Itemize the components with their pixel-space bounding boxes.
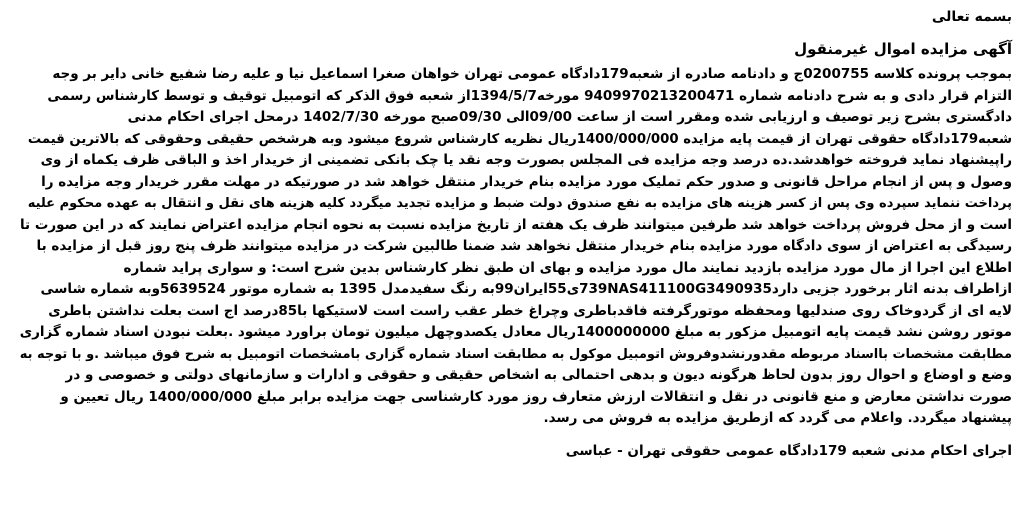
body-line: صورت نداشتن معارض و منع قانونی در نقل و انتقالات ارزش متعارف روز مورد کارشناسی جهت مزایده برابر مبلغ 1400/000/000 ریال تعیین و — [60, 388, 1012, 405]
body-line: اطلاع این اجرا از مال مورد مزایده بازدید نمایند مال مورد مزایده و بهای ان طبق نظر کارشناس بدین شرح است: و سواری پراید شماره — [123, 259, 1012, 276]
body-line: وضع و اوضاع و احوال روز بدون لحاظ هرگونه دیون و بدهی احتمالی به اشخاص حقیقی و حقوقی و ادارات و سازمانهای دولتی و خصوصی و در — [65, 367, 1012, 383]
body-line: شعبه179دادگاه حقوقی تهران از قیمت پایه مزایده 1400/000/000ریال نظریه کارشناس شروع میشود وبه هرشخص حقیقی وحقوقی که بالاترین قیمت — [27, 131, 1012, 147]
notice-body — [12, 64, 1012, 430]
notice-title: آگهی مزایده اموال غیرمنقول — [794, 40, 1012, 58]
body-line: مطابقت مشخصات بااسناد مربوطه مقدورنشدوفروش اتومبیل موکول به مطابقت اسناد شماره گزاری بامشخصات اتومبیل به شرح فوق میباشد .و با توجه به — [19, 346, 1012, 362]
body-line: لایه ای از گردوخاک روی صندلیها ومحفظه موتورگرفته فاقدباطری وچراغ خطر عقب راست است لاستیکها با85درصد اج است بعلت نداشتن باطری — [48, 302, 1012, 319]
body-line: است و از محل فروش پرداخت خواهد شد طرفین میتوانند ظرف یک هفته از تاریخ مزایده نسبت به نحوه انجام مزایده اعتراض نمایند که در این صورت تا — [19, 216, 1012, 233]
body-line: ازاطراف بدنه اثار برخورد جزیی دارد739NAS411100G3490935ی55ایران99به رنگ سفیدمدل 1395 به شماره موتور 5639524وبه شماره شاسی — [40, 281, 1012, 297]
body-line: رسیدگی به اعتراض از سوی دادگاه مورد مزایده بنام خریدار منتقل نخواهد شد ضمنا طالبین شرکت در مزایده میتوانند ظرف پنج روز قبل از مزایده با — [36, 238, 1012, 254]
body-line: موتور روشن نشد قیمت پایه اتومبیل مزکور به مبلغ 1400000000ریال معادل یکصدوچهل میلیون تومان براورد میشود .بعلت نبودن اسناد شماره گزاری — [19, 324, 1012, 340]
basmala-heading: بسمه تعالی — [931, 9, 1012, 25]
body-line: بموجب پرونده کلاسه 0200755ج و دادنامه صادره از شعبه179دادگاه عمومی تهران خواهان صغرا اسماعیل نیا و علیه رضا شفیع خانی دایر بر وجه — [52, 66, 1012, 82]
body-line: دادگستری بشرح زیر توصیف و ارزیابی شده ومقرر است از ساعت 09/00الی 09/30صبح مورخه 1402/7/30 درمحل اجرای احکام مدنی — [127, 109, 1012, 125]
body-line: وصول و پس از انجام مراحل قانونی و صدور حکم تملیک مورد مزایده بنام خریدار منتقل خواهد شد در صورتیکه در مهلت مقرر خریدار وجه مزایده را — [41, 173, 1012, 190]
notice-signature: اجرای احکام مدنی شعبه 179دادگاه عمومی حقوقی تهران - عباسی — [565, 442, 1012, 459]
body-line: پیشنهاد میگردد. واعلام می گردد که ازطریق مزایده به فروش می رسد. — [543, 410, 1012, 426]
body-line: راپیشنهاد نماید فروخته خواهدشد.ده درصد وجه مزایده فی المجلس بصورت وجه نقد یا چک بانکی تضمینی از خریدار اخذ و الباقی ظرف یکماه از وی — [40, 152, 1012, 168]
body-line: التزام قرار دادی و به شرح دادنامه شماره 9409970213200471 مورخه1394/5/7از شعبه فوق الذکر که اتومبیل توقیف و توسط کارشناس رسمی — [47, 87, 1012, 104]
body-line: پرداخت ننماید سپرده وی پس از کسر هزینه های مزایده به نفع صندوق دولت ضبط و مزایده تجدید میگردد کلیه هزینه های نقل و انتقال به عهده محکوم علیه — [27, 196, 1012, 211]
